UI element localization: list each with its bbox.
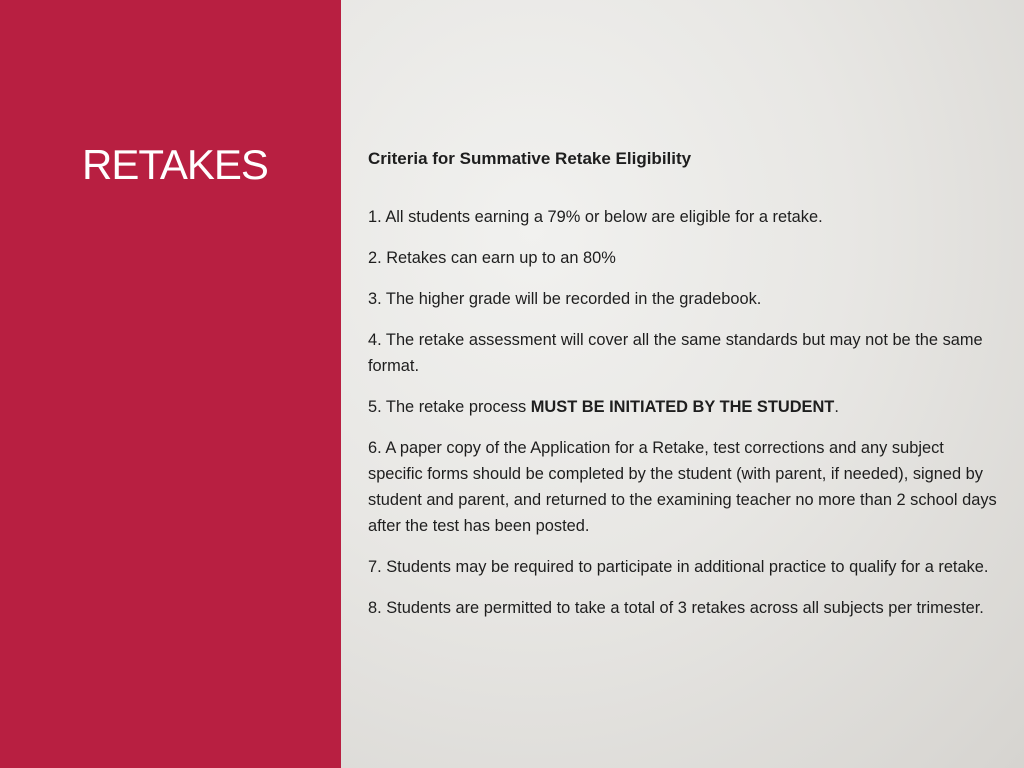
criteria-item-5-prefix: 5. The retake process (368, 398, 531, 416)
slide-title: RETAKES (82, 141, 268, 188)
criteria-item-8: 8. Students are permitted to take a total of 3 retakes across all subjects per trimester. (368, 599, 984, 617)
criteria-item-3: 3. The higher grade will be recorded in the gradebook. (368, 290, 762, 308)
criteria-list (368, 204, 998, 621)
criteria-item-5 (368, 394, 998, 420)
slide-content (368, 146, 998, 636)
title-panel (0, 0, 341, 768)
criteria-item-4: 4. The retake assessment will cover all the same standards but may not be the same format. (368, 331, 983, 375)
criteria-item-2: 2. Retakes can earn up to an 80% (368, 249, 616, 267)
criteria-item-5-emphasis: MUST BE INITIATED BY THE STUDENT (530, 398, 835, 416)
criteria-item-7: 7. Students may be required to participate in additional practice to qualify for a retake. (368, 558, 989, 576)
criteria-item-6: 6. A paper copy of the Application for a Retake, test corrections and any subject specific forms should be completed by the student (with parent, if needed), signed by student and parent, and returned to the examining teacher no more than 2 school days after the test has been posted. (368, 439, 997, 535)
criteria-item-1: 1. All students earning a 79% or below are eligible for a retake. (368, 208, 823, 226)
criteria-item-5-suffix: . (834, 398, 839, 416)
criteria-heading: Criteria for Summative Retake Eligibility (368, 149, 692, 168)
